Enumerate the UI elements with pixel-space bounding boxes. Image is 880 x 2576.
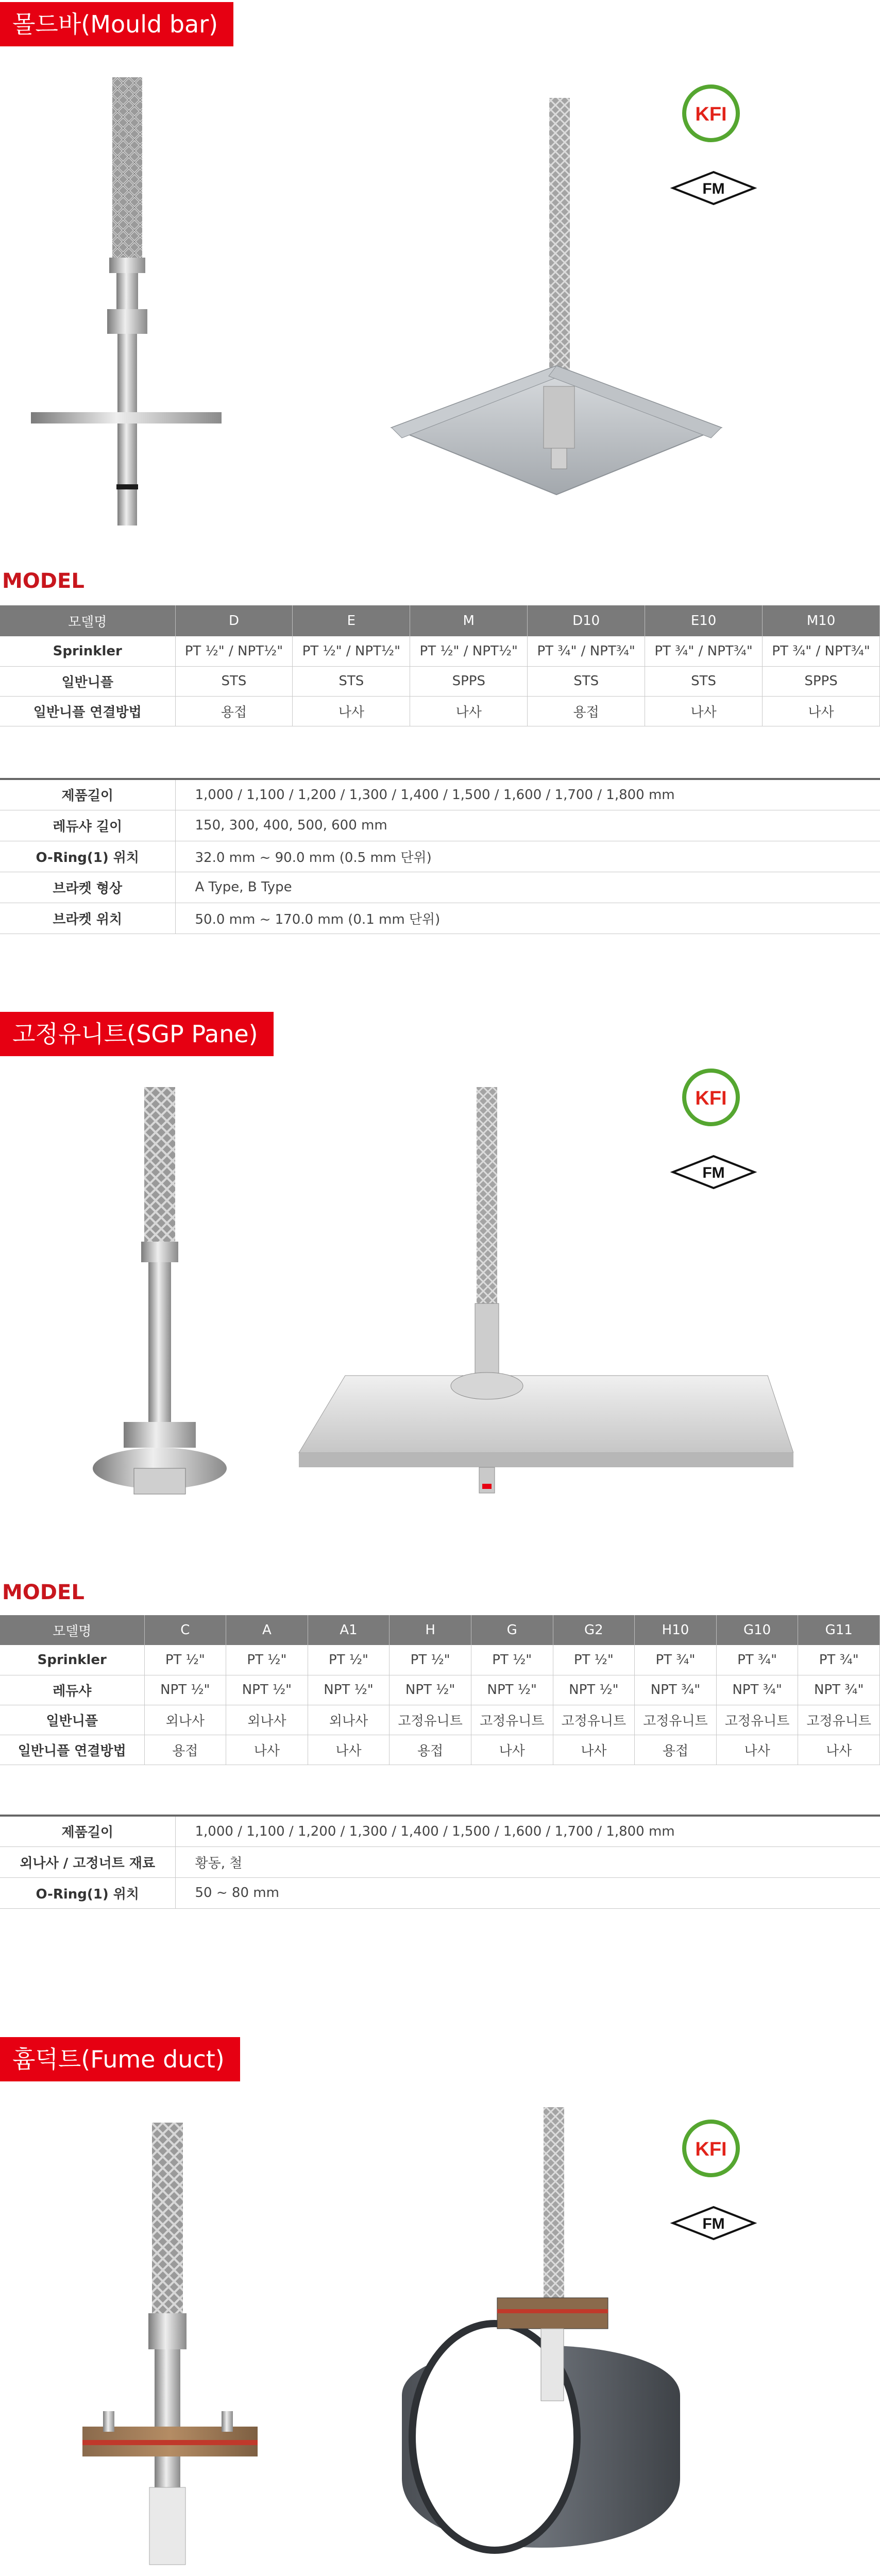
table-row xyxy=(0,1645,880,1675)
kfi-logo-text: KFI xyxy=(695,2139,727,2160)
info-key: 레듀샤 길이 xyxy=(0,810,175,841)
info-row xyxy=(0,841,880,872)
table-cell: 나사 xyxy=(410,696,528,726)
table-row xyxy=(0,636,880,666)
kfi-logo-text: KFI xyxy=(695,1088,727,1109)
row-header: 일반니플 xyxy=(0,1705,144,1735)
table-cell: SPPS xyxy=(763,666,880,696)
section-sgp-pane xyxy=(0,999,880,1927)
column-header: G xyxy=(471,1615,553,1645)
table-cell: 용접 xyxy=(390,1735,471,1765)
info-table xyxy=(0,1815,880,1909)
table-cell: PT ¾" xyxy=(716,1645,798,1675)
table-cell: 용접 xyxy=(144,1735,226,1765)
section-title: 몰드바(Mould bar) xyxy=(0,2,233,46)
table-cell: NPT ¾" xyxy=(798,1675,880,1705)
table-cell: NPT ¾" xyxy=(716,1675,798,1705)
model-label: MODEL xyxy=(2,1581,84,1604)
column-header: A1 xyxy=(308,1615,390,1645)
table-cell: PT ¾" xyxy=(798,1645,880,1675)
info-value: 1,000 / 1,100 / 1,200 / 1,300 / 1,400 / 1,500 / 1,600 / 1,700 / 1,800 mm xyxy=(175,1816,880,1846)
table-cell: 고정유니트 xyxy=(798,1705,880,1735)
info-key: 브라켓 형상 xyxy=(0,872,175,903)
kfi-logo xyxy=(680,2117,742,2179)
column-header: A xyxy=(226,1615,308,1645)
table-cell: 나사 xyxy=(716,1735,798,1765)
column-header: E xyxy=(293,605,410,636)
row-header: 일반니플 연결방법 xyxy=(0,1735,144,1765)
table-row xyxy=(0,1735,880,1765)
table-cell: STS xyxy=(528,666,645,696)
kfi-logo xyxy=(680,82,742,144)
info-value: 1,000 / 1,100 / 1,200 / 1,300 / 1,400 / 1,500 / 1,600 / 1,700 / 1,800 mm xyxy=(175,779,880,810)
table-cell: 나사 xyxy=(471,1735,553,1765)
info-value: A Type, B Type xyxy=(175,872,880,903)
column-header: D xyxy=(175,605,293,636)
kfi-logo-text: KFI xyxy=(695,104,727,125)
spec-table-header xyxy=(0,1615,880,1645)
column-header: 모델명 xyxy=(0,1615,144,1645)
table-cell: PT ½" / NPT½" xyxy=(293,636,410,666)
table-cell: NPT ½" xyxy=(553,1675,635,1705)
info-key: 제품길이 xyxy=(0,1816,175,1846)
table-row xyxy=(0,1705,880,1735)
info-value: 50.0 mm ~ 170.0 mm (0.1 mm 단위) xyxy=(175,903,880,934)
info-row xyxy=(0,1816,880,1846)
table-cell: 용접 xyxy=(528,696,645,726)
column-header: G2 xyxy=(553,1615,635,1645)
table-row xyxy=(0,666,880,696)
table-cell: 나사 xyxy=(645,696,763,726)
column-header: M xyxy=(410,605,528,636)
info-value: 50 ~ 80 mm xyxy=(175,1877,880,1908)
info-row xyxy=(0,779,880,810)
product-photo-sgp-installed xyxy=(289,1087,793,1510)
info-key: 제품길이 xyxy=(0,779,175,810)
table-cell: 고정유니트 xyxy=(635,1705,717,1735)
table-cell: STS xyxy=(293,666,410,696)
table-cell: 나사 xyxy=(226,1735,308,1765)
table-cell: STS xyxy=(175,666,293,696)
table-cell: 고정유니트 xyxy=(716,1705,798,1735)
table-cell: 고정유니트 xyxy=(471,1705,553,1735)
info-value: 황동, 철 xyxy=(175,1846,880,1877)
info-row xyxy=(0,1846,880,1877)
model-label: MODEL xyxy=(2,569,84,593)
table-cell: 나사 xyxy=(308,1735,390,1765)
column-header: D10 xyxy=(528,605,645,636)
table-cell: PT ¾" / NPT¾" xyxy=(645,636,763,666)
product-photo-mould-bar-installed xyxy=(361,77,752,531)
info-key: O-Ring(1) 위치 xyxy=(0,1877,175,1908)
table-cell: NPT ¾" xyxy=(635,1675,717,1705)
table-cell: PT ½" / NPT½" xyxy=(175,636,293,666)
table-cell: 고정유니트 xyxy=(553,1705,635,1735)
table-cell: NPT ½" xyxy=(144,1675,226,1705)
info-row xyxy=(0,903,880,934)
table-row xyxy=(0,1675,880,1705)
row-header: Sprinkler xyxy=(0,636,175,666)
row-header: Sprinkler xyxy=(0,1645,144,1675)
column-header: G11 xyxy=(798,1615,880,1645)
column-header: C xyxy=(144,1615,226,1645)
section-mould-bar xyxy=(0,0,880,958)
product-photo-fume-duct-hose xyxy=(72,2123,268,2576)
row-header: 일반니플 xyxy=(0,666,175,696)
info-key: O-Ring(1) 위치 xyxy=(0,841,175,872)
column-header: H10 xyxy=(635,1615,717,1645)
table-cell: 나사 xyxy=(798,1735,880,1765)
table-cell: PT ½" xyxy=(144,1645,226,1675)
table-cell: SPPS xyxy=(410,666,528,696)
table-cell: NPT ½" xyxy=(471,1675,553,1705)
section-title: 고정유니트(SGP Pane) xyxy=(0,1012,274,1056)
spec-table-header xyxy=(0,605,880,636)
kfi-logo xyxy=(680,1066,742,1128)
table-cell: 외나사 xyxy=(308,1705,390,1735)
info-value: 150, 300, 400, 500, 600 mm xyxy=(175,810,880,841)
row-header: 일반니플 연결방법 xyxy=(0,696,175,726)
fm-logo-text: FM xyxy=(702,180,725,197)
table-cell: PT ½" xyxy=(471,1645,553,1675)
section-fume-duct xyxy=(0,2030,880,2576)
table-cell: NPT ½" xyxy=(390,1675,471,1705)
fm-logo xyxy=(670,1154,757,1190)
table-cell: PT ½" xyxy=(308,1645,390,1675)
info-row xyxy=(0,810,880,841)
column-header: G10 xyxy=(716,1615,798,1645)
fm-logo xyxy=(670,170,757,206)
column-header: E10 xyxy=(645,605,763,636)
row-header: 레듀샤 xyxy=(0,1675,144,1705)
table-cell: PT ¾" / NPT¾" xyxy=(528,636,645,666)
table-cell: STS xyxy=(645,666,763,696)
info-row xyxy=(0,872,880,903)
table-cell: 나사 xyxy=(553,1735,635,1765)
table-cell: PT ¾" xyxy=(635,1645,717,1675)
table-cell: 나사 xyxy=(763,696,880,726)
product-photo-sgp-hose xyxy=(88,1087,232,1510)
spec-table xyxy=(0,605,880,726)
product-photo-mould-bar-hose xyxy=(15,77,232,526)
column-header: H xyxy=(390,1615,471,1645)
table-cell: PT ½" xyxy=(226,1645,308,1675)
info-key: 외나사 / 고정너트 재료 xyxy=(0,1846,175,1877)
fm-logo-text: FM xyxy=(702,2215,725,2232)
table-cell: NPT ½" xyxy=(226,1675,308,1705)
section-title: 흄덕트(Fume duct) xyxy=(0,2037,240,2081)
info-table xyxy=(0,778,880,934)
table-cell: 용접 xyxy=(635,1735,717,1765)
table-cell: 고정유니트 xyxy=(390,1705,471,1735)
fm-logo xyxy=(670,2205,757,2241)
fm-logo-text: FM xyxy=(702,1164,725,1181)
table-cell: PT ½" xyxy=(553,1645,635,1675)
table-cell: PT ½" xyxy=(390,1645,471,1675)
product-photo-fume-duct-installed xyxy=(361,2107,721,2576)
info-row xyxy=(0,1877,880,1908)
info-value: 32.0 mm ~ 90.0 mm (0.5 mm 단위) xyxy=(175,841,880,872)
spec-table xyxy=(0,1615,880,1765)
table-cell: 나사 xyxy=(293,696,410,726)
table-cell: 외나사 xyxy=(226,1705,308,1735)
column-header: M10 xyxy=(763,605,880,636)
table-cell: PT ½" / NPT½" xyxy=(410,636,528,666)
table-cell: 용접 xyxy=(175,696,293,726)
table-row xyxy=(0,696,880,726)
column-header: 모델명 xyxy=(0,605,175,636)
table-cell: 외나사 xyxy=(144,1705,226,1735)
info-key: 브라켓 위치 xyxy=(0,903,175,934)
table-cell: NPT ½" xyxy=(308,1675,390,1705)
table-cell: PT ¾" / NPT¾" xyxy=(763,636,880,666)
